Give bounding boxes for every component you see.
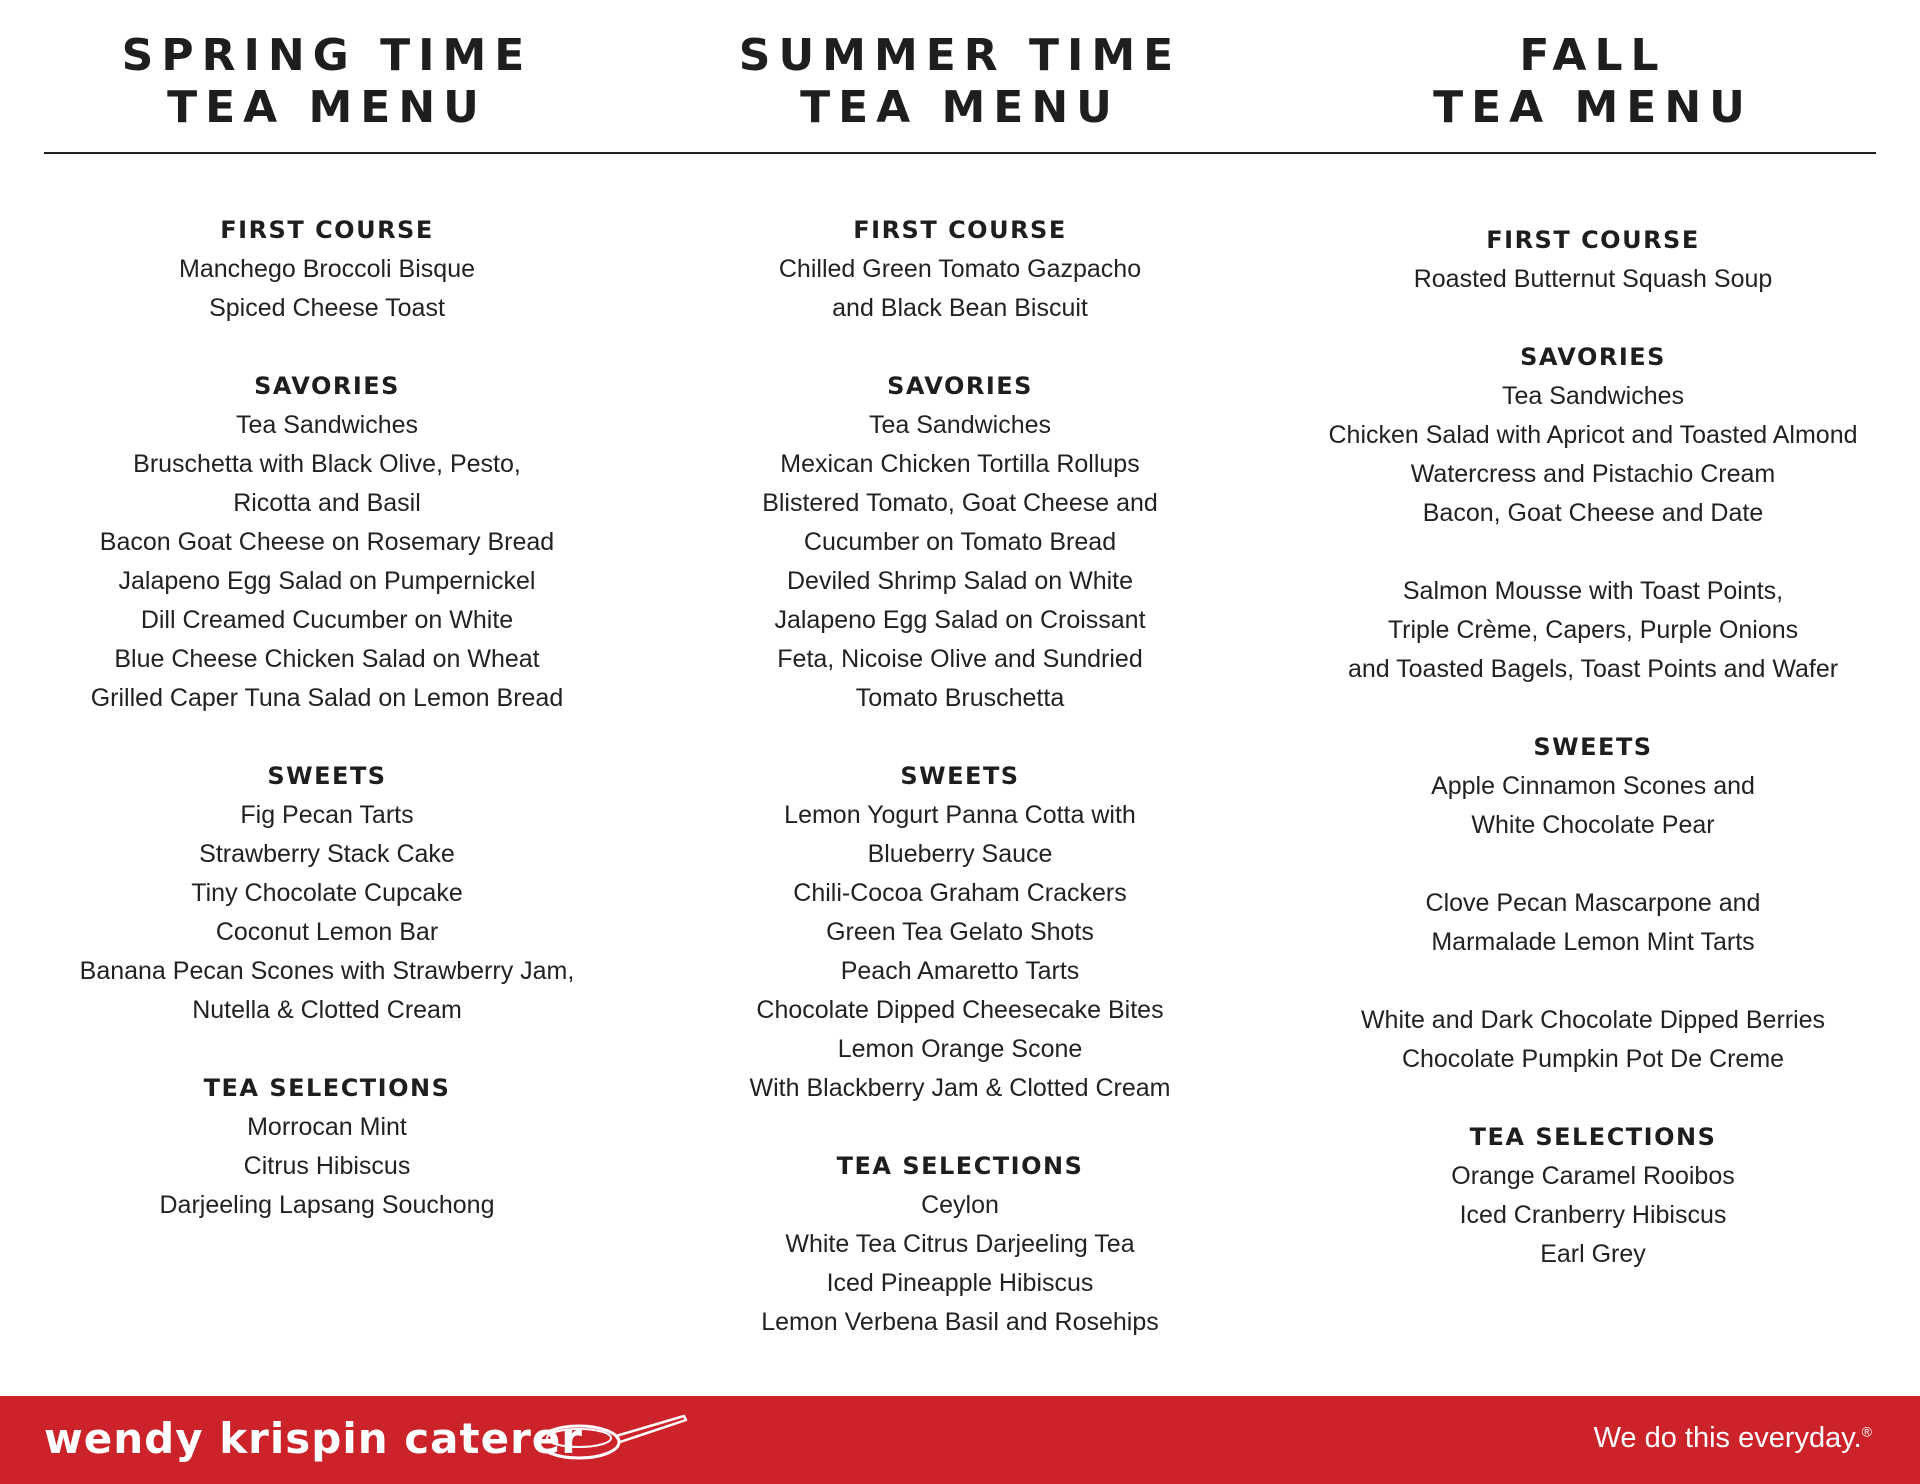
menu-item: Citrus Hibiscus: [243, 1152, 411, 1180]
section-title: FIRST COURSE: [1486, 226, 1700, 254]
menu-item: and Toasted Bagels, Toast Points and Wafer: [1347, 655, 1839, 683]
menu-headers: [0, 30, 1920, 140]
section-title: SAVORIES: [1520, 343, 1666, 371]
header-divider: [44, 152, 1876, 154]
menu-item: Blistered Tomato, Goat Cheese and: [762, 489, 1158, 517]
menu-item: and Black Bean Biscuit: [832, 294, 1088, 322]
menu-item: Lemon Verbena Basil and Rosehips: [761, 1308, 1159, 1336]
menu-item: Spiced Cheese Toast: [209, 294, 445, 322]
menu-section: [1283, 1118, 1903, 1274]
section-title: SWEETS: [1533, 733, 1653, 761]
menu-item: Banana Pecan Scones with Strawberry Jam,: [79, 957, 575, 985]
menu-item: Watercress and Pistachio Cream: [1410, 460, 1776, 488]
section-title: FIRST COURSE: [220, 216, 434, 244]
menu-item: Ceylon: [921, 1191, 999, 1219]
spring-menu-column: [17, 211, 637, 1264]
menu-section: [650, 211, 1270, 328]
brand-name: wendy krispin caterer: [44, 1414, 583, 1463]
menu-item: Nutella & Clotted Cream: [192, 996, 462, 1024]
summer-menu-column: [650, 211, 1270, 1381]
menu-item: Bacon Goat Cheese on Rosemary Bread: [99, 528, 555, 556]
menu-item: Marmalade Lemon Mint Tarts: [1431, 928, 1755, 956]
menu-item: Feta, Nicoise Olive and Sundried: [777, 645, 1143, 673]
menu-item: Manchego Broccoli Bisque: [179, 255, 475, 283]
menu-item: Bacon, Goat Cheese and Date: [1422, 499, 1764, 527]
menu-item: Coconut Lemon Bar: [215, 918, 439, 946]
menu-item: Orange Caramel Rooibos: [1451, 1162, 1735, 1190]
menu-item: Peach Amaretto Tarts: [840, 957, 1080, 985]
section-title: TEA SELECTIONS: [1469, 1123, 1717, 1151]
footer-bar: [0, 1396, 1920, 1484]
menu-item: Dill Creamed Cucumber on White: [140, 606, 514, 634]
menu-item: Ricotta and Basil: [233, 489, 421, 517]
menu-section: [650, 367, 1270, 718]
menu-item: Clove Pecan Mascarpone and: [1425, 889, 1761, 917]
menu-item: Tiny Chocolate Cupcake: [191, 879, 463, 907]
menu-item: Blueberry Sauce: [867, 840, 1053, 868]
menu-item: Chocolate Dipped Cheesecake Bites: [756, 996, 1164, 1024]
section-title: SWEETS: [267, 762, 387, 790]
menu-item: With Blackberry Jam & Clotted Cream: [749, 1074, 1171, 1102]
menu-section: [17, 757, 637, 1030]
section-title: FIRST COURSE: [853, 216, 1067, 244]
menu-section: [17, 367, 637, 718]
fall-menu-column: [1283, 221, 1903, 1313]
menu-item: Triple Crème, Capers, Purple Onions: [1387, 616, 1799, 644]
tagline: We do this everyday.®: [1593, 1422, 1872, 1454]
menu-section: [1283, 338, 1903, 689]
menu-item: Chicken Salad with Apricot and Toasted Almond: [1328, 421, 1858, 449]
menu-item: Strawberry Stack Cake: [199, 840, 455, 868]
menu-section: [1283, 221, 1903, 299]
menu-item: Tea Sandwiches: [235, 411, 419, 439]
menu-item: Chocolate Pumpkin Pot De Creme: [1401, 1045, 1785, 1073]
menu-item: Green Tea Gelato Shots: [826, 918, 1094, 946]
menu-item: Tea Sandwiches: [1501, 382, 1685, 410]
section-title: TEA SELECTIONS: [203, 1074, 451, 1102]
menu-section: [17, 211, 637, 328]
menu-section: [650, 1147, 1270, 1342]
menu-item: Jalapeno Egg Salad on Pumpernickel: [118, 567, 536, 595]
menu-item: Tomato Bruschetta: [855, 684, 1065, 712]
menu-item: Lemon Yogurt Panna Cotta with: [784, 801, 1136, 829]
menu-item: Cucumber on Tomato Bread: [803, 528, 1117, 556]
menu-item: Iced Pineapple Hibiscus: [826, 1269, 1094, 1297]
menu-item: Grilled Caper Tuna Salad on Lemon Bread: [90, 684, 564, 712]
item-spacer: [1283, 962, 1903, 1001]
menu-item: Mexican Chicken Tortilla Rollups: [780, 450, 1140, 478]
menu-item: Morrocan Mint: [247, 1113, 407, 1141]
summer-title: SUMMER TIME TEA MENU: [738, 30, 1182, 133]
menu-item: Lemon Orange Scone: [837, 1035, 1083, 1063]
fall-title: FALL TEA MENU: [1433, 30, 1753, 133]
menu-item: Iced Cranberry Hibiscus: [1459, 1201, 1727, 1229]
menu-item: Earl Grey: [1540, 1240, 1646, 1268]
item-spacer: [1283, 533, 1903, 572]
spring-title: SPRING TIME TEA MENU: [121, 30, 533, 133]
menu-item: White Tea Citrus Darjeeling Tea: [785, 1230, 1135, 1258]
menu-item: Bruschetta with Black Olive, Pesto,: [133, 450, 521, 478]
menu-item: Salmon Mousse with Toast Points,: [1402, 577, 1784, 605]
section-title: TEA SELECTIONS: [836, 1152, 1084, 1180]
menu-item: Apple Cinnamon Scones and: [1431, 772, 1755, 800]
menu-item: Deviled Shrimp Salad on White: [787, 567, 1133, 595]
menu-item: White and Dark Chocolate Dipped Berries: [1360, 1006, 1826, 1034]
menu-item: Chilled Green Tomato Gazpacho: [778, 255, 1142, 283]
menu-item: Roasted Butternut Squash Soup: [1413, 265, 1773, 293]
item-spacer: [1283, 845, 1903, 884]
menu-section: [17, 1069, 637, 1225]
registered-mark: ®: [1861, 1423, 1872, 1440]
menu-item: Blue Cheese Chicken Salad on Wheat: [114, 645, 540, 673]
section-title: SAVORIES: [887, 372, 1033, 400]
menu-section: [650, 757, 1270, 1108]
section-title: SAVORIES: [254, 372, 400, 400]
menu-item: Jalapeno Egg Salad on Croissant: [774, 606, 1146, 634]
menu-item: Darjeeling Lapsang Souchong: [159, 1191, 495, 1219]
menu-item: White Chocolate Pear: [1471, 811, 1715, 839]
menu-item: Fig Pecan Tarts: [240, 801, 414, 829]
menu-item: Tea Sandwiches: [868, 411, 1052, 439]
frying-pan-icon: [536, 1410, 688, 1466]
section-title: SWEETS: [900, 762, 1020, 790]
menu-section: [1283, 728, 1903, 1079]
menu-item: Chili-Cocoa Graham Crackers: [793, 879, 1127, 907]
